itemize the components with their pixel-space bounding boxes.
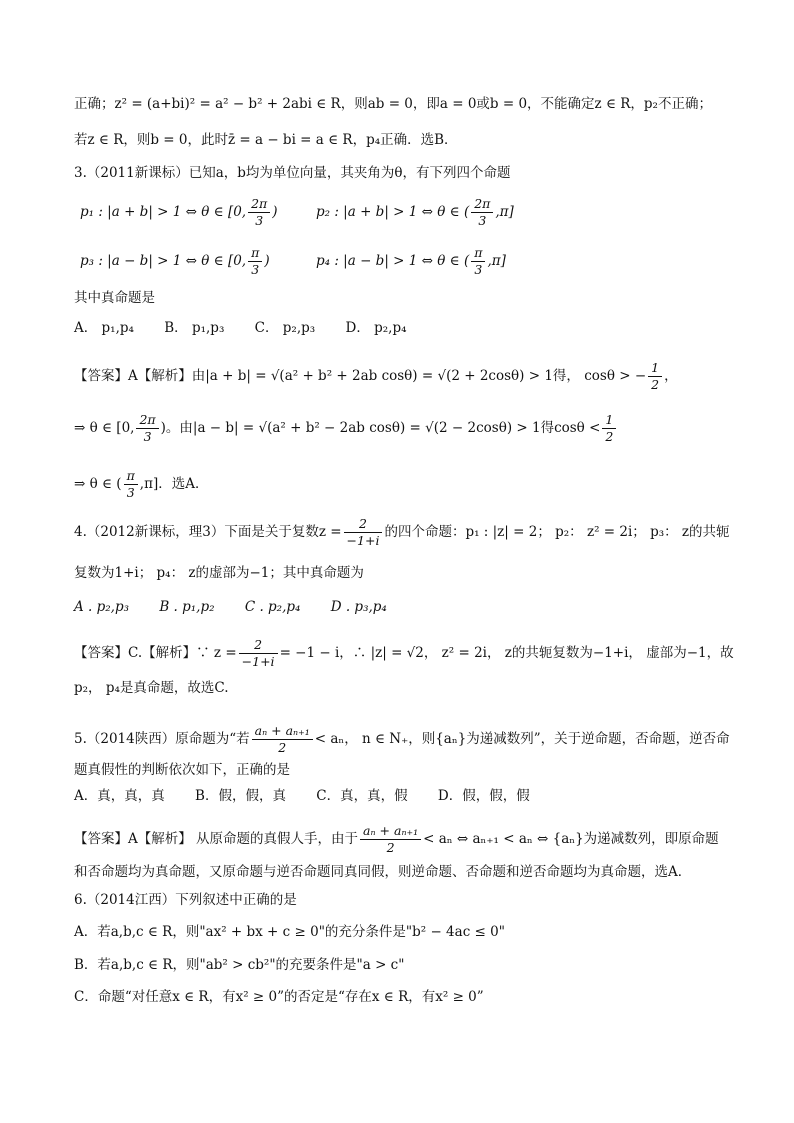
option-d: D．假，假，假 — [437, 788, 530, 804]
option-b: B． p₁,p₃ — [164, 320, 225, 336]
q6-option-b: B．若a,b,c ∈ R，则"ab² > cb²"的充要条件是"a > c" — [74, 957, 405, 973]
fraction: $\frac{1}{2}$ — [648, 360, 662, 393]
q5-line2: 题真假性的判断依次如下，正确的是 — [74, 762, 290, 778]
option-c: C．真，真，假 — [316, 788, 408, 804]
fraction: $\frac{\pi}{3}$ — [471, 245, 485, 278]
question-3-title: 3.（2011新课标）已知a，b均为单位向量，其夹角为θ，有下列四个命题 — [74, 165, 511, 181]
question-5-title: 5.（2014陕西）原命题为“若 $\frac{\text{aₙ + aₙ₊₁}}{2}$ < aₙ， n ∈ N₊，则{aₙ}为递减数列”，关于逆命题，否命题，逆否命 — [74, 723, 730, 755]
fraction: $\frac{2}{-1+i}$ — [239, 637, 278, 670]
q5-options — [74, 786, 556, 806]
question-6-title: 6.（2014江西）下列叙述中正确的是 — [74, 892, 297, 908]
fraction: $\frac{1}{2}$ — [602, 412, 616, 445]
q3-answer-line3: ⇒ θ ∈ ( $\frac{\pi}{3}$ ,π]．选A． — [74, 468, 209, 500]
option-b: B . p₁,p₂ — [159, 599, 215, 615]
option-d: D . p₃,p₄ — [330, 599, 387, 615]
q3-prop-p4: p₄ : |a − b| > 1 ⇔ θ ∈ ( $\frac{\pi}{3}$ ,π] — [316, 245, 506, 277]
q6-option-a: A．若a,b,c ∈ R，则"ax² + bx + c ≥ 0"的充分条件是"b² − 4ac ≤ 0" — [74, 924, 505, 940]
fraction: $\frac{\text{aₙ + aₙ₊₁}}{2}$ — [360, 823, 421, 856]
q3-prop-p1: p₁ : |a + b| > 1 ⇔ θ ∈ [0, $\frac{2\pi}{3}$ ) — [80, 196, 278, 228]
fraction: $\frac{\pi}{3}$ — [248, 245, 262, 278]
fraction: $\frac{2}{-1+i}$ — [344, 516, 383, 549]
q4-answer-line1: 【答案】C.【解析】∵ z = $\frac{2}{-1+i}$ = −1 − i，∴ |z| = √2， z² = 2i， z的共轭复数为−1+i， 虚部为−1，故 — [74, 637, 734, 669]
q4-line2: 复数为1+i； p₄： z的虚部为−1；其中真命题为 — [74, 565, 364, 581]
fraction: $\frac{2\pi}{3}$ — [248, 196, 270, 229]
option-b: B．假，假，真 — [195, 788, 286, 804]
q5-answer-line1: 【答案】A【解析】 从原命题的真假人手，由于 $\frac{\text{aₙ + aₙ₊₁}}{2}$ < aₙ ⇔ aₙ₊₁ < aₙ ⇔ {aₙ}为递减数列，即原命题 — [74, 823, 719, 855]
text-line: 正确；z² = (a+bi)² = a² − b² + 2abi ∈ R，则ab = 0，即a = 0或b = 0，不能确定z ∈ R，p₂不正确； — [74, 96, 712, 112]
q3-prop-p3: p₃ : |a − b| > 1 ⇔ θ ∈ [0, $\frac{\pi}{3}$ ) — [80, 245, 270, 277]
question-4-title: 4.（2012新课标，理3）下面是关于复数z = $\frac{2}{-1+i}$ 的四个命题：p₁ : |z| = 2； p₂： z² = 2i； p₃： z的共轭 — [74, 516, 730, 548]
q6-option-c: C．命题“对任意x ∈ R，有x² ≥ 0”的否定是“存在x ∈ R，有x² ≥ 0” — [74, 989, 484, 1005]
q4-options — [74, 597, 413, 617]
q3-prop-p2: p₂ : |a + b| > 1 ⇔ θ ∈ ( $\frac{2\pi}{3}$ ,π] — [316, 196, 514, 228]
q3-answer-line2: ⇒ θ ∈ [0, $\frac{2\pi}{3}$ )。由|a − b| = √(a² + b² − 2ab cosθ) = √(2 − 2cosθ) > 1得cosθ < $\frac{1}{2}$ — [74, 412, 618, 445]
fraction: $\frac{\pi}{3}$ — [124, 468, 138, 501]
option-a: A． p₁,p₄ — [74, 320, 134, 336]
q4-answer-line2: p₂， p₄是真命题，故选C. — [74, 680, 229, 696]
fraction: $\frac{\text{aₙ + aₙ₊₁}}{2}$ — [252, 723, 313, 756]
option-a: A . p₂,p₃ — [74, 599, 130, 615]
option-c: C． p₂,p₃ — [254, 320, 316, 336]
q5-answer-line2: 和否命题均为真命题，又原命题与逆否命题同真同假，则逆命题、否命题和逆否命题均为真命题，选A． — [74, 864, 692, 880]
option-c: C . p₂,p₄ — [244, 599, 301, 615]
fraction: $\frac{2\pi}{3}$ — [471, 196, 493, 229]
option-a: A．真，真，真 — [74, 788, 165, 804]
option-d: D． p₂,p₄ — [345, 320, 407, 336]
q3-answer-line1: 【答案】A【解析】由|a + b| = √(a² + b² + 2ab cosθ) = √(2 + 2cosθ) > 1得， cosθ > − $\frac{1}{2}$ ， — [74, 360, 678, 392]
q3-options — [74, 318, 433, 338]
q3-ask: 其中真命题是 — [74, 290, 155, 306]
text-line: 若z ∈ R，则b = 0，此时z̄ = a − bi = a ∈ R，p₄正确．选B． — [74, 132, 458, 148]
fraction: $\frac{2\pi}{3}$ — [136, 412, 158, 445]
